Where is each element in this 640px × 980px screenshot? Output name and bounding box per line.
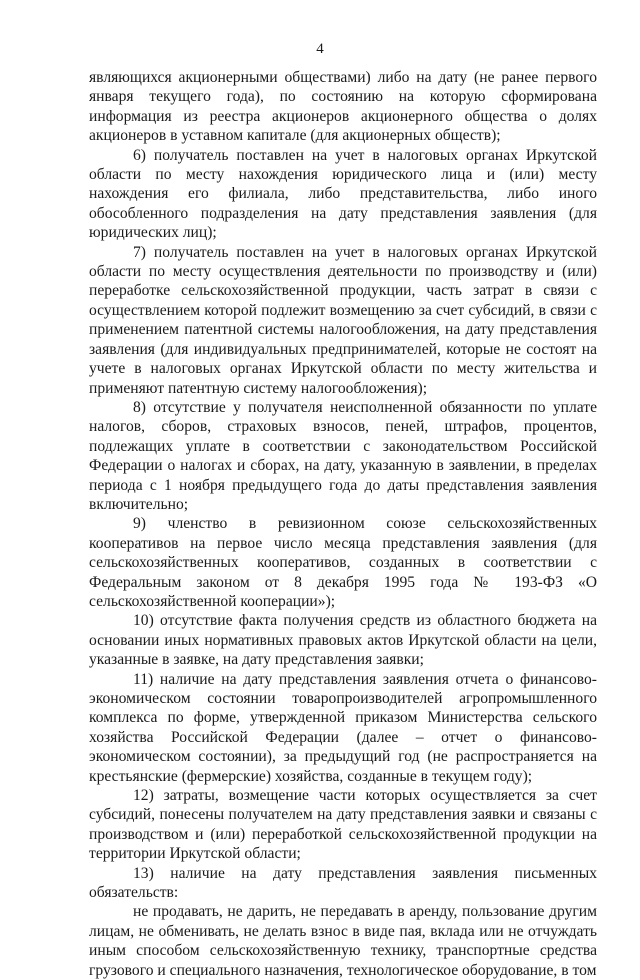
- paragraph-item-13: 13) наличие на дату представления заявления письменных обязательств:: [89, 864, 597, 902]
- paragraph-item-10: 10) отсутствие факта получения средств из областного бюджета на основании иных нормативных правовых актов Иркутской области на цели, указанные в заявке, на дату представления заявки;: [89, 612, 597, 669]
- paragraph-item-8: 8) отсутствие у получателя неисполненной обязанности по уплате налогов, сборов, страховых взносов, пеней, штрафов, процентов, подлежащих уплате в соответствии с законодательством Российской Федерации о налогах и сборах, на дату, указанную в заявлении, в пределах периода с 1 ноября предыдущего года до даты представления заявления включительно;: [89, 398, 597, 513]
- page-number: 4: [316, 41, 324, 57]
- paragraph-continuation: являющихся акционерными обществами) либо на дату (не ранее первого января текущего года), по состоянию на которую сформирована информация из реестра акционеров акционерного общества о долях акционеров в уставном капитале (для акционерных обществ);: [89, 69, 597, 145]
- paragraph-item-9: 9) членство в ревизионном союзе сельскохозяйственных кооперативов на первое число месяца представления заявления (для сельскохозяйственных кооперативов, созданных в соответствии с Федеральным законом от 8 декабря 1995 года № 193-ФЗ «О сельскохозяйственной кооперации»);: [89, 515, 597, 610]
- document-body: [89, 68, 597, 980]
- paragraph-item-12: 12) затраты, возмещение части которых осуществляется за счет субсидий, понесены получателем на дату представления заявки и связаны с производством и (или) переработкой сельскохозяйственной продукции на территории Иркутской области;: [89, 787, 597, 863]
- paragraph-item-6: 6) получатель поставлен на учет в налоговых органах Иркутской области по месту нахождения юридического лица и (или) месту нахождения его филиала, либо представительства, либо иного обособленного подразделения на дату представления заявления (для юридических лиц);: [89, 146, 597, 242]
- paragraph-item-11: 11) наличие на дату представления заявления отчета о финансово-экономическом состоянии товаропроизводителей агропромышленного комплекса по форме, утвержденной приказом Министерства сельского хозяйства Российской Федерации (далее – отчет о финансово-экономическом состоянии), за предыдущий год (не распространяется на крестьянские (фермерские) хозяйства, созданные в текущем году);: [89, 670, 597, 785]
- paragraph-obligations: не продавать, не дарить, не передавать в аренду, пользование другим лицам, не обменивать, не делать взнос в виде пая, вклада или не отчуждать иным способом сельскохозяйственную технику, транспортные средства грузового и специального назначения, технологическое оборудование, в том: [89, 903, 597, 979]
- paragraph-item-7: 7) получатель поставлен на учет в налоговых органах Иркутской области по месту осуществления деятельности по производству и (или) переработке сельскохозяйственной продукции, часть затрат в связи с осуществлением которой подлежит возмещению за счет субсидий, в связи с применением патентной системы налогообложения, на дату представления заявления (для индивидуальных предпринимателей, которые не состоят на учете в налоговых органах Иркутской области по месту жительства и применяют патентную систему налогообложения);: [89, 243, 597, 397]
